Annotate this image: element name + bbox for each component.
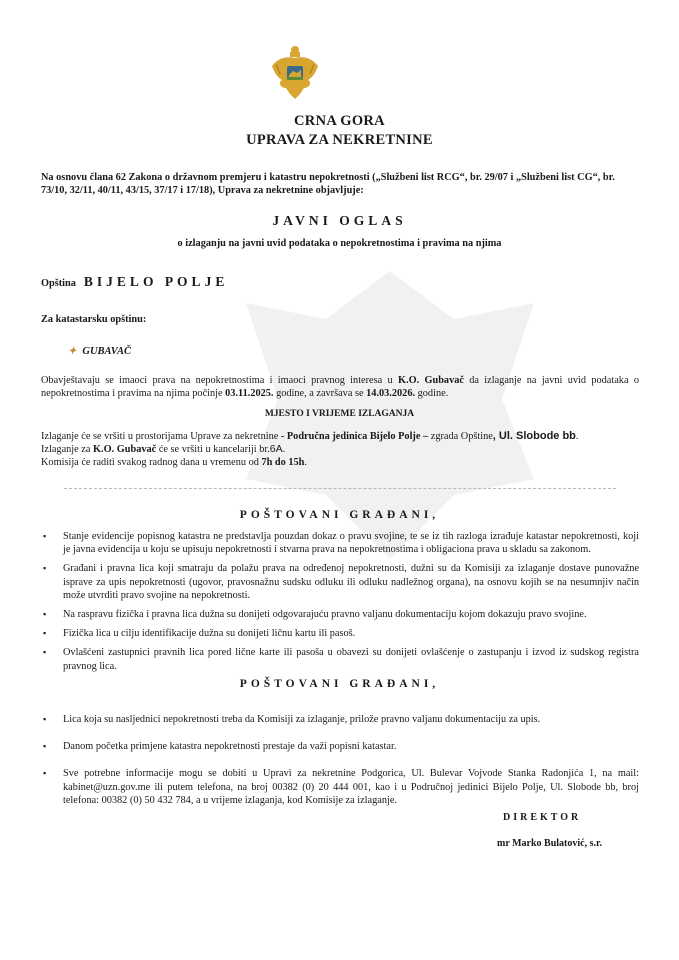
section2-list xyxy=(41,713,639,807)
diamond-bullet-icon: ✦ xyxy=(68,346,77,357)
punctuation: . xyxy=(304,457,307,468)
signature-title: DIREKTOR xyxy=(503,812,582,823)
building: zgrada Opštine xyxy=(428,431,493,442)
list-item: ▪ Na raspravu fizička i pravna lica dužna su donijeti odgovarajuću pravno valjanu dokumentaciju kojom dokazuju pravo svojine. xyxy=(41,608,639,621)
announcement-text: godine, a završava se xyxy=(273,388,367,399)
legal-basis-intro: Na osnovu člana 62 Zakona o državnom premjeru i katastru nepokretnosti („Službeni list RCG“, br. 29/07 i „Službeni list CG“, br. 73/10, 32/11, 40/11, 43/15, 37/17 i 17/18), Uprava za nekretnine objavljuje: xyxy=(41,172,615,196)
hours-line xyxy=(41,456,639,469)
working-hours: 7h do 15h xyxy=(261,457,305,468)
signature-name: mr Marko Bulatović, s.r. xyxy=(497,838,602,849)
announcement-paragraph xyxy=(41,374,639,400)
list-item: ▪ Lica koja su nasljednici nepokretnosti treba da Komisiji za izlaganje, prilože pravno valjanu dokumentaciju za upis. xyxy=(41,713,639,726)
municipality-line xyxy=(41,273,228,291)
list-item: ▪ Danom početka primjene katastra nepokretnosti prestaje da važi popisni katastar. xyxy=(41,740,639,753)
cadastral-item xyxy=(68,346,131,357)
agency-title: UPRAVA ZA NEKRETNINE xyxy=(246,132,433,148)
list-item: ▪ Sve potrebne informacije mogu se dobiti u Upravi za nekretnine Podgorica, Ul. Bulevar Vojvode Stanka Radonjića 1, na mail: kabinet@uzn.gov.me ili putem telefona, na broj 00382 (0) 20 444 001, kao i u Područnoj jedinici Bijelo Polje, Ul. Slobode bb, broj telefona: 00382 (0) 50 432 784, a u vrijeme izlaganja, kod Komisije za izlaganje. xyxy=(41,767,639,807)
punctuation: . xyxy=(575,431,579,442)
regional-unit: - Područna jedinica Bijelo Polje – xyxy=(280,431,429,442)
municipality-label: Opština xyxy=(41,278,76,289)
end-date: 14.03.2026. xyxy=(366,388,416,399)
list-item: ▪ Stanje evidencije popisnog katastra ne predstavlja pouzdan dokaz o pravu svojine, te se iz tih razloga izrađuje katastar nepokretnosti, koji je javna evidencija u koju se upisuju nepokretnosti i stvarna prava na nepokretnostima i obligaciona prava u skladu sa zakonom. xyxy=(41,530,639,556)
list-item: ▪ Fizička lica u cilju identifikacije dužna su donijeti ličnu kartu ili pasoš. xyxy=(41,627,639,640)
section1-heading: POŠTOVANI GRAĐANI, xyxy=(239,509,440,521)
office-text: Izlaganje za xyxy=(41,444,94,455)
hours-text: Komisija će raditi svakog radnog dana u vremenu od xyxy=(41,457,262,468)
cadastral-label: Za katastarsku opštinu: xyxy=(41,314,147,325)
start-date: 03.11.2025. xyxy=(225,388,274,399)
section1-list xyxy=(41,530,639,673)
cadastral-municipality-ref: K.O. Gubavač xyxy=(397,375,464,386)
list-item: ▪ Građani i pravna lica koji smatraju da polažu prava na određenoj nepokretnosti, dužni su da Komisiji za izlaganje dostave punovažne isprave za upis nepokretnosti (ugovor, pravosnažnu sudsku odluku ili odluku nadležnog organa), na osnovu kojih se na nesumnjiv način može utvrditi pravo svojine na nepokretnosti. xyxy=(41,562,639,602)
place-time-details xyxy=(41,430,639,469)
street-address: , Ul. Slobode bb xyxy=(492,430,576,442)
notice-subtitle: o izlaganju na javni uvid podataka o nepokretnostima i pravima na njima xyxy=(177,238,502,249)
country-title: CRNA GORA xyxy=(294,113,385,129)
location-line xyxy=(41,430,639,443)
coat-of-arms-icon xyxy=(268,44,322,100)
announcement-text: godine. xyxy=(415,388,449,399)
office-line xyxy=(41,443,639,456)
office-number: 6A xyxy=(269,443,283,455)
notice-title: JAVNI OGLAS xyxy=(272,213,407,228)
punctuation: . xyxy=(282,444,286,455)
office-text: će se vršiti u kancelariji br. xyxy=(156,444,270,455)
municipality-name: BIJELO POLJE xyxy=(83,274,229,289)
section-divider xyxy=(64,488,616,489)
place-time-heading: MJESTO I VRIJEME IZLAGANJA xyxy=(264,409,415,419)
announcement-text: Obavještavaju se imaoci prava na nepokretnostima i imaoci pravnog interesa u xyxy=(41,375,398,386)
location-text: Izlaganje će se vršiti u prostorijama Uprave za nekretnine xyxy=(41,431,281,442)
section2-heading: POŠTOVANI GRAĐANI, xyxy=(239,678,440,690)
cadastral-name: GUBAVAČ xyxy=(82,346,132,357)
list-item: ▪ Ovlašćeni zastupnici pravnih lica pored lične karte ili pasoša u obavezi su donijeti ovlašćenje o zastupanju i izvod iz sudskog registra pravnog lica. xyxy=(41,646,639,672)
announcement-text: da izlaganje na javni uvid podataka o nepokretnostima i pravima na njima počinje xyxy=(41,375,639,399)
cadastral-municipality-ref: K.O. Gubavač xyxy=(93,444,157,455)
